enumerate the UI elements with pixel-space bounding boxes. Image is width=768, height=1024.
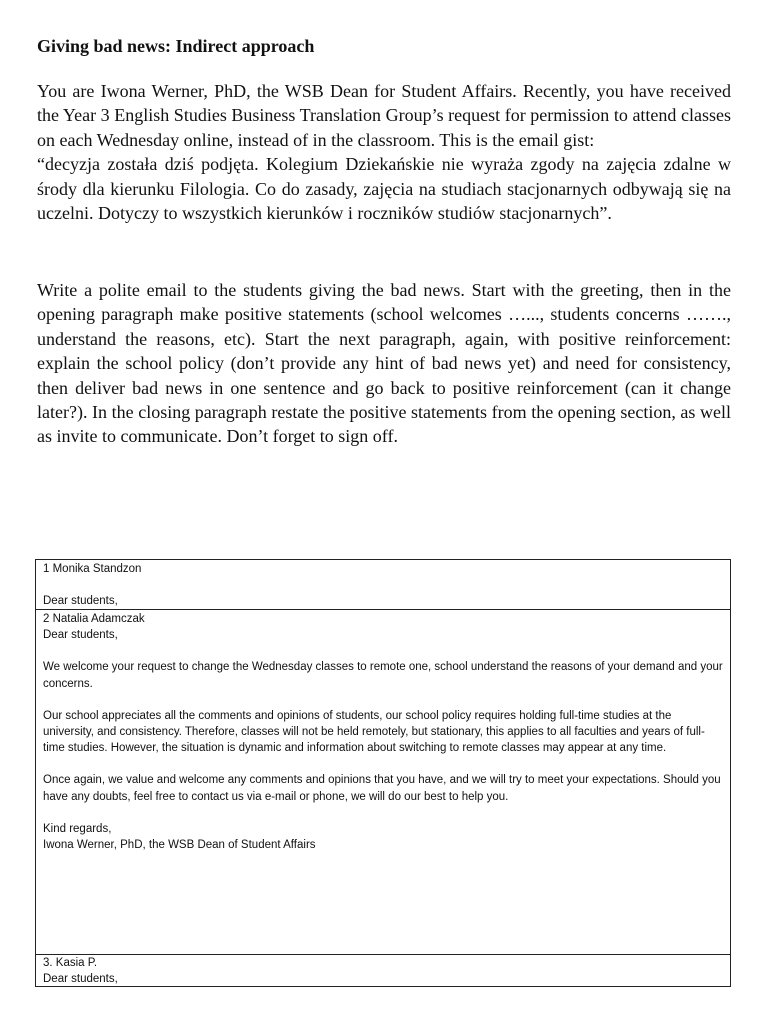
response-greeting: Dear students, <box>43 973 118 986</box>
response-author: 2 Natalia Adamczak <box>43 613 145 625</box>
intro-paragraph: You are Iwona Werner, PhD, the WSB Dean for Student Affairs. Recently, you have received the Year 3 English Studies Business Translation Group’s request for permission to attend classes on each Wednesday online, instead of in the classroom. This is the email gist: <box>37 81 731 150</box>
response-greeting: Dear students, <box>43 595 118 608</box>
response-author: 3. Kasia P. <box>43 957 98 969</box>
responses-table <box>35 559 731 987</box>
response-greeting: Dear students, <box>43 629 118 642</box>
response-closing: Kind regards, <box>43 822 112 835</box>
response-author: 1 Monika Standzon <box>43 563 142 575</box>
intro-block <box>37 79 731 225</box>
response-paragraph-1: We welcome your request to change the Wednesday classes to remote one, school understand the reasons of your demand and your concerns. <box>43 661 723 690</box>
task-instructions: Write a polite email to the students giving the bad news. Start with the greeting, then in the opening paragraph make positive statements (school welcomes …..., students concerns ……., understand the reasons, etc). Start the next paragraph, again, with positive reinforcement: explain the school policy (don’t provide any hint of bad news yet) and need for consistency, then deliver bad news in one sentence and go back to positive reinforcement (can it change later?). In the closing paragraph restate the positive statements from the opening section, as well as invite to communicate. Don’t forget to sign off. <box>37 280 731 447</box>
response-paragraph-3: Once again, we value and welcome any comments and opinions that you have, and we will try to meet your expectations. Should you have any doubts, feel free to contact us via e-mail or phone, we will do our best to help you. <box>43 774 721 803</box>
response-cell-1 <box>36 560 730 610</box>
response-signature: Iwona Werner, PhD, the WSB Dean of Student Affairs <box>43 839 316 852</box>
response-cell-3 <box>36 955 730 986</box>
response-cell-2 <box>36 610 730 955</box>
document-title: Giving bad news: Indirect approach <box>37 36 315 56</box>
response-paragraph-2: Our school appreciates all the comments and opinions of students, our school policy requires holding full-time studies at the university, and consistency. Therefore, classes will not be held remotely, but stationary, this applies to all faculties and years of full-time studies. However, the situation is dynamic and information about switching to remote classes may appear at any time. <box>43 709 705 755</box>
email-gist-quote: “decyzja została dziś podjęta. Kolegium Dziekańskie nie wyraża zgody na zajęcia zdalne w środy dla kierunku Filologia. Co do zasady, zajęcia na studiach stacjonarnych odbywają się na uczelni. Dotyczy to wszystkich kierunków i roczników studiów stacjonarnych”. <box>37 154 731 224</box>
